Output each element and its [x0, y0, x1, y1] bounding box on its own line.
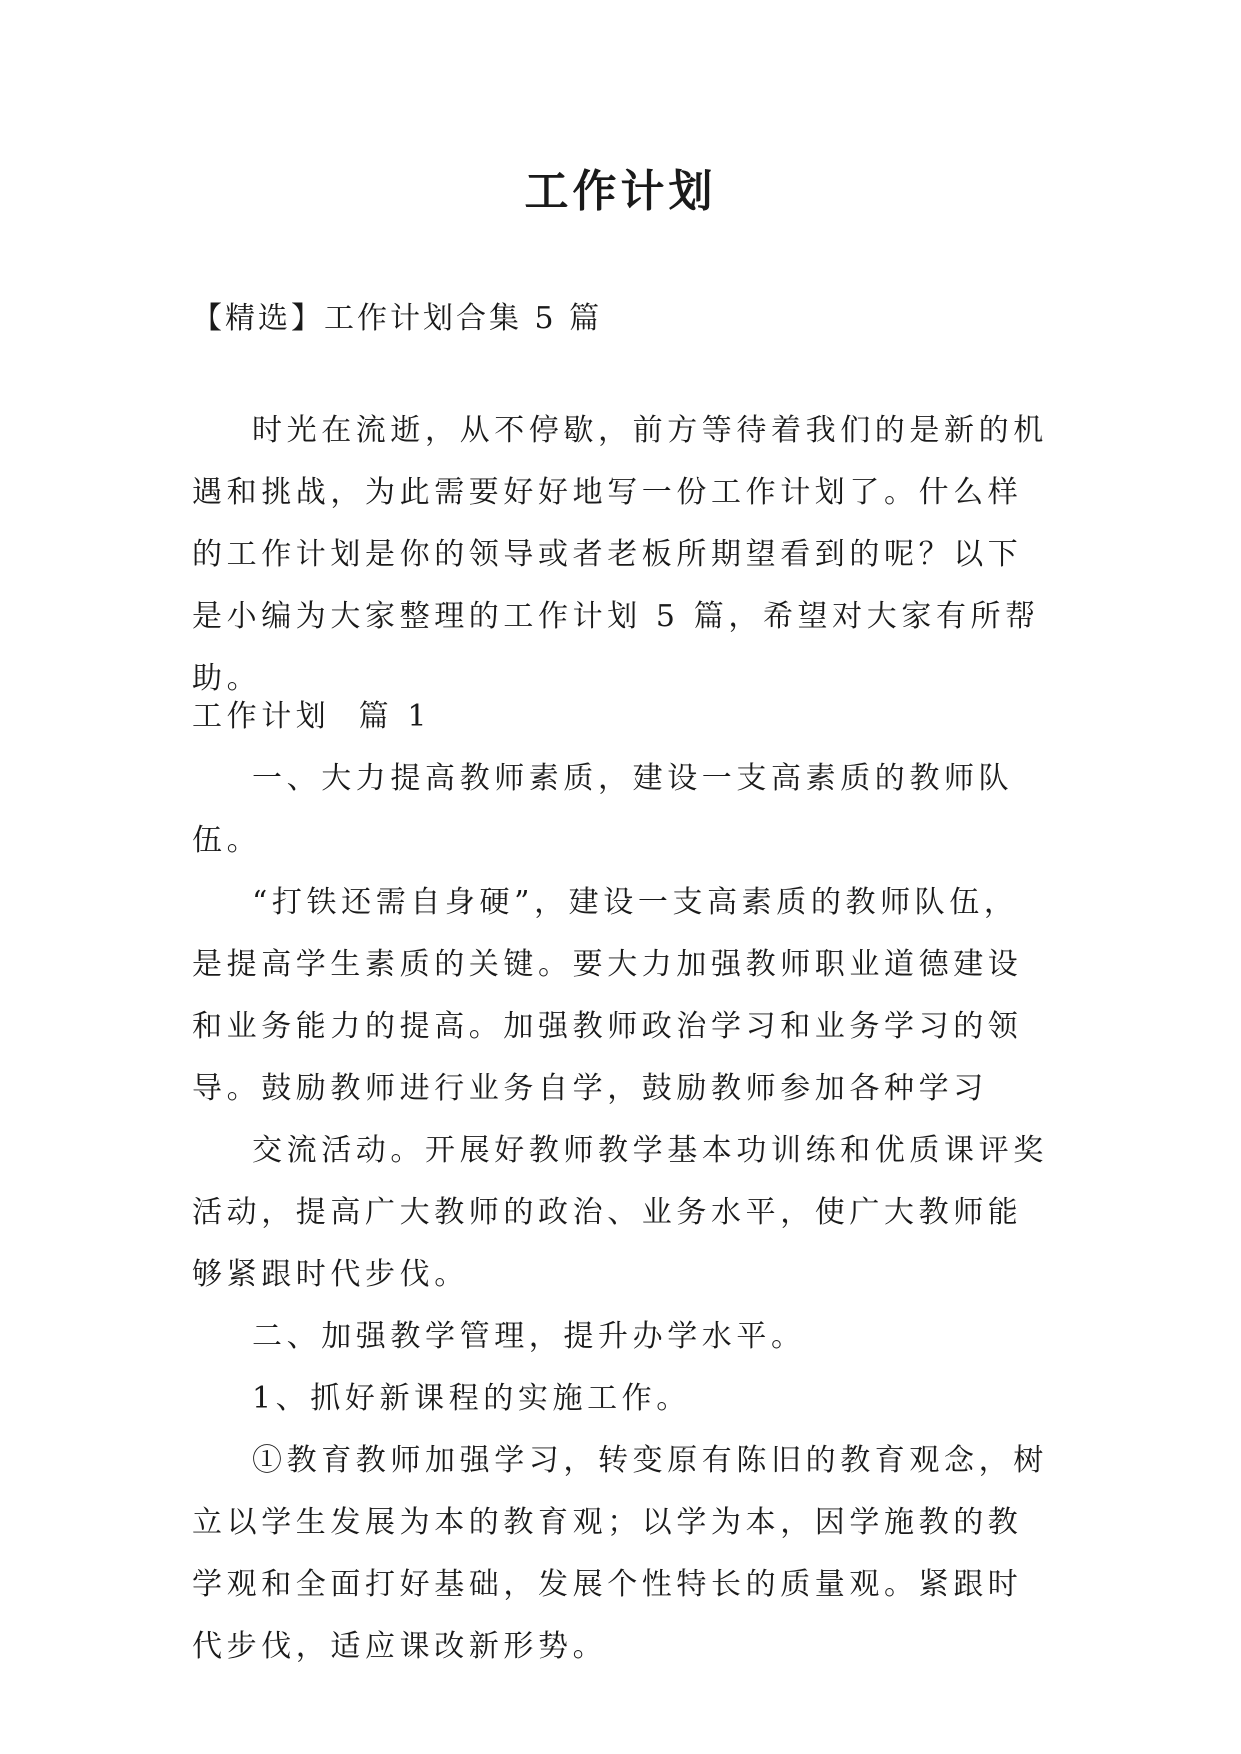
- section-paragraph: ①教育教师加强学习，转变原有陈旧的教育观念，树立以学生发展为本的教育观；以学为本，因学施教的教学观和全面打好基础，发展个性特长的质量观。紧跟时代步伐，适应课改新形势。: [192, 1443, 1048, 1664]
- document-title: 工作计划: [524, 166, 717, 217]
- section-1: [192, 686, 1052, 1678]
- intro-paragraph: 时光在流逝，从不停歇，前方等待着我们的是新的机遇和挑战，为此需要好好地写一份工作计划了。什么样的工作计划是你的领导或者老板所期望看到的呢？以下是小编为大家整理的工作计划 5 篇，希望对大家有所帮助。: [192, 413, 1048, 696]
- section-paragraph: 二、加强教学管理，提升办学水平。: [252, 1319, 806, 1354]
- document-subtitle: 【精选】工作计划合集 5 篇: [192, 301, 603, 336]
- section-paragraph: 交流活动。开展好教师教学基本功训练和优质课评奖活动，提高广大教师的政治、业务水平，使广大教师能够紧跟时代步伐。: [192, 1133, 1048, 1292]
- section-paragraph: 1、抓好新课程的实施工作。: [252, 1381, 691, 1416]
- section-paragraph: 一、大力提高教师素质，建设一支高素质的教师队伍。: [192, 761, 1014, 858]
- section-heading: 工作计划 篇 1: [192, 699, 432, 734]
- section-paragraph: “打铁还需自身硬”，建设一支高素质的教师队伍，是提高学生素质的关键。要大力加强教师职业道德建设和业务能力的提高。加强教师政治学习和业务学习的领导。鼓励教师进行业务自学，鼓励教师参加各种学习: [192, 885, 1023, 1106]
